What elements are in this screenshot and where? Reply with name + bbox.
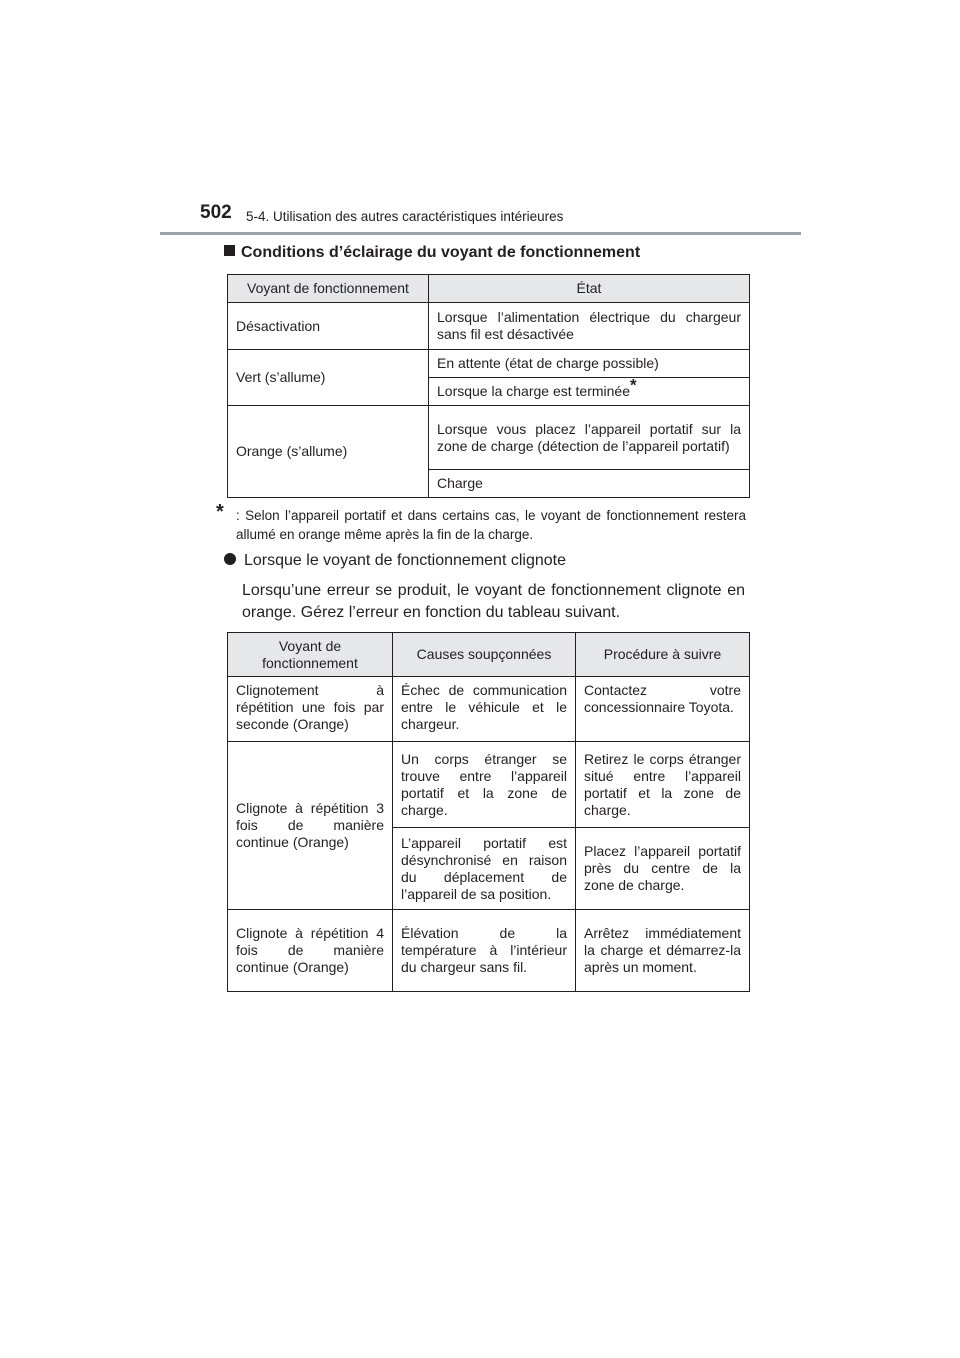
table-cell: Élévation de la température à l’intérieur du chargeur sans fil. [393,910,576,992]
table-cell-text: Lorsque la charge est terminée [437,383,630,399]
table-header-cell: Voyant de fonctionnement [228,275,429,303]
table-row [228,406,750,470]
table-cell: Retirez le corps étranger situé entre l’appareil portatif et la zone de charge. [576,742,750,828]
table-cell: Un corps étranger se trouve entre l’appareil portatif et la zone de charge. [393,742,576,828]
table-header-cell: Procédure à suivre [576,633,750,677]
table-cell: Échec de communication entre le véhicule et le chargeur. [393,677,576,742]
table-row [228,303,750,350]
round-bullet-icon [224,553,236,565]
table-cell: Contactez votre concessionnaire Toyota. [576,677,750,742]
table-cell: L’appareil portatif est désynchronisé en raison du déplacement de l’appareil de sa position. [393,828,576,910]
bullet-heading-text: Lorsque le voyant de fonctionnement clignote [244,552,566,569]
footnote [216,501,746,544]
table-row [228,677,750,742]
table-cell: En attente (état de charge possible) [429,350,750,378]
indicator-lighting-table [227,274,750,498]
indicator-blinking-table [227,632,750,992]
table-header-cell: Causes soupçonnées [393,633,576,677]
table-cell: Orange (s’allume) [228,406,429,498]
footnote-star: * [216,501,224,523]
table-row [228,742,750,828]
section-heading [224,244,640,262]
table-header-row [228,275,750,303]
table-cell: Charge [429,470,750,498]
table-header-cell: Voyant de fonctionnement [228,633,393,677]
bullet-heading [224,552,566,570]
table-cell: Clignote à répétition 4 fois de manière continue (Orange) [228,910,393,992]
table-cell: Clignote à répétition 3 fois de manière continue (Orange) [228,742,393,910]
header-divider [160,232,801,235]
table-cell: Arrêtez immédiatement la charge et démarrez-la après un moment. [576,910,750,992]
table-header-cell: État [429,275,750,303]
table-cell: Désactivation [228,303,429,350]
table-cell: Placez l’appareil portatif près du centre de la zone de charge. [576,828,750,910]
table-row [228,910,750,992]
body-paragraph: Lorsqu’une erreur se produit, le voyant de fonctionnement clignote en orange. Gérez l’erreur en fonction du tableau suivant. [242,582,745,621]
table-header-row [228,633,750,677]
footnote-text: : Selon l’appareil portatif et dans certains cas, le voyant de fonctionnement restera allumé en orange même après la fin de la charge. [236,508,746,542]
page-number: 502 [200,202,232,223]
table-cell: Lorsque vous placez l’appareil portatif sur la zone de charge (détection de l’appareil portatif) [429,406,750,470]
table-cell: Clignotement à répétition une fois par seconde (Orange) [228,677,393,742]
table-cell [429,375,750,406]
square-bullet-icon [224,245,235,256]
table-cell: Lorsque l’alimentation électrique du chargeur sans fil est désactivée [429,303,750,350]
table-row [228,350,750,378]
section-heading-text: Conditions d’éclairage du voyant de fonctionnement [241,244,641,261]
footnote-mark: * [630,375,637,395]
section-title: 5-4. Utilisation des autres caractéristiques intérieures [246,209,564,224]
table-cell: Vert (s’allume) [228,350,429,406]
